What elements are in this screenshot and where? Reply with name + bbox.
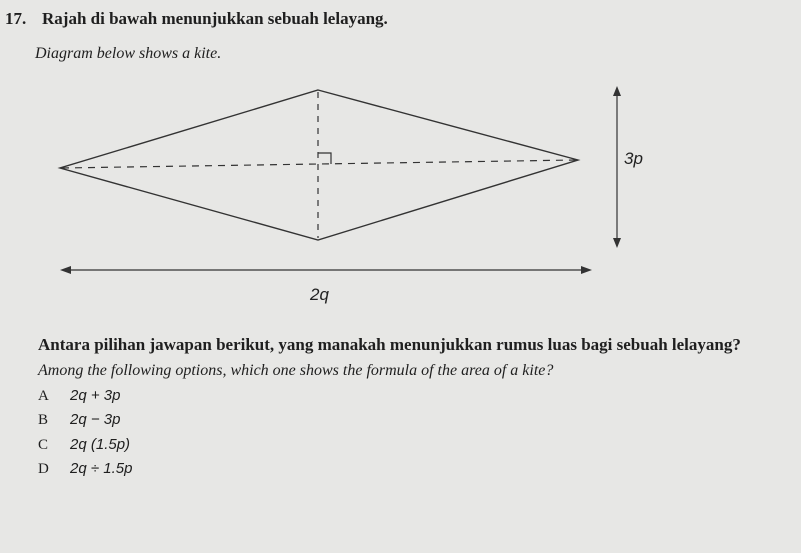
option-letter: D <box>38 461 49 477</box>
question-title-malay: Rajah di bawah menunjukkan sebuah lelayang. <box>42 9 388 28</box>
option-b[interactable] <box>38 411 120 429</box>
option-d[interactable] <box>38 460 132 478</box>
horizontal-arrow-head-left <box>60 266 71 274</box>
horizontal-length-label: 2q <box>310 285 329 304</box>
right-angle-marker <box>318 153 331 164</box>
option-letter: B <box>38 412 49 428</box>
option-expression: 2q ÷ 1.5p <box>70 460 133 477</box>
option-a[interactable] <box>38 387 120 405</box>
option-expression: 2q + 3p <box>70 387 121 404</box>
vertical-arrow-head-bottom <box>613 238 621 248</box>
option-expression: 2q (1.5p) <box>70 436 131 453</box>
kite-outline <box>60 90 578 240</box>
horizontal-diagonal <box>62 160 576 168</box>
question-title-english: Diagram below shows a kite. <box>35 45 222 62</box>
question-number: 17. <box>5 9 27 28</box>
option-letter: C <box>38 437 49 453</box>
option-letter: A <box>38 388 49 404</box>
vertical-length-label: 3p <box>624 149 643 168</box>
question-stem-english: Among the following options, which one shows the formula of the area of a kite? <box>38 362 554 379</box>
horizontal-arrow-head-right <box>581 266 592 274</box>
option-expression: 2q − 3p <box>70 411 121 428</box>
vertical-arrow-head-top <box>613 86 621 96</box>
question-stem-malay: Antara pilihan jawapan berikut, yang manakah menunjukkan rumus luas bagi sebuah lelayang? <box>38 335 741 354</box>
option-c[interactable] <box>38 436 130 454</box>
